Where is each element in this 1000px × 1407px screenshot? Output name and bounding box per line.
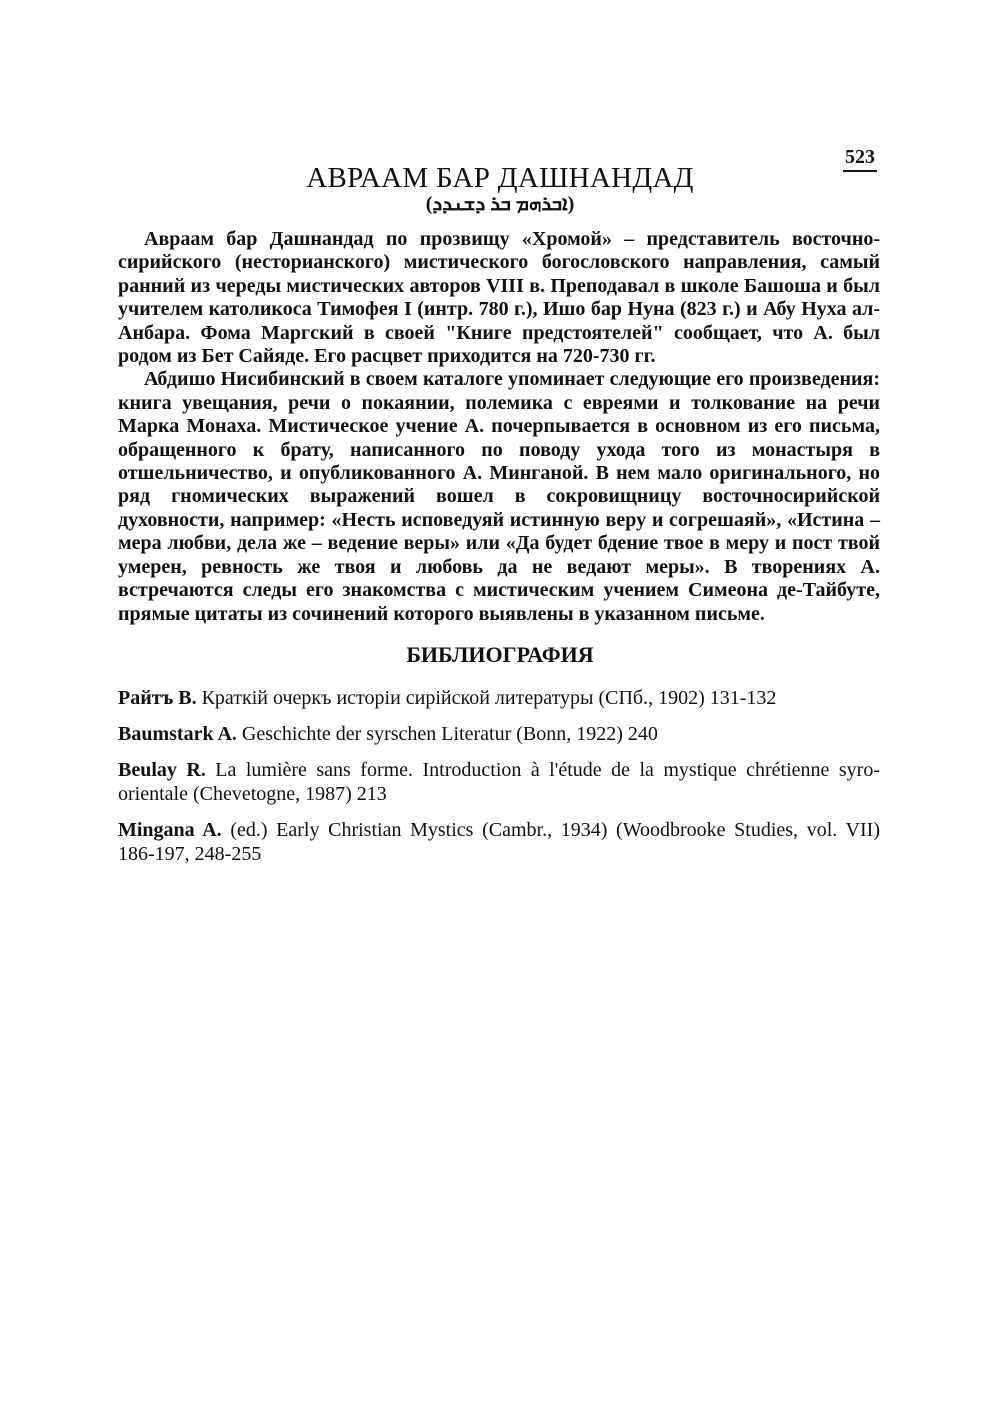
bibliography-entry: [118, 758, 880, 806]
paragraph-1: Авраам бар Дашнандад по прозвищу «Хромой» – представитель восточно-сирийского (несторианского) мистического богословского направления, самый ранний из череды мистических авторов VIII в. Преподавал в школе Башоша и был учителем католикоса Тимофея I (интр. 780 г.), Ишо бар Нуна (823 г.) и Абу Нуха ал-Анбара. Фома Маргский в своей "Книге предстоятелей" сообщает, что А. был родом из Бет Сайяде. Его расцвет приходится на 720-730 гг.: [118, 228, 880, 368]
entry-author: Baumstark A.: [118, 723, 237, 745]
entry-text: Geschichte der syrschen Literatur (Bonn, 1922) 240: [236, 723, 658, 745]
entry-text: (ed.) Early Christian Mystics (Cambr., 1934) (Woodbrooke Studies, vol. VII) 186-197, 248-255: [118, 819, 880, 865]
article-title: АВРААМ БАР ДАШНАНДАД: [306, 162, 694, 194]
syriac-name: (ܐܒܪܗܡ ܒܪ ܕܫܢܕܕ): [425, 193, 575, 215]
entry-author: Райтъ В.: [118, 687, 197, 709]
bibliography-entry: [118, 686, 880, 710]
entry-author: Beulay R.: [118, 759, 206, 781]
article-body: [118, 228, 880, 626]
page-number: 523: [843, 146, 877, 172]
bibliography-entry: [118, 818, 880, 866]
entry-text: La lumière sans forme. Introduction à l'étude de la mystique chrétienne syro-orientale (Chevetogne, 1987) 213: [118, 759, 880, 805]
bibliography-heading: БИБЛИОГРАФИЯ: [406, 642, 594, 667]
bibliography-entry: [118, 722, 880, 746]
entry-text: Краткій очеркъ исторіи сирійской литературы (СПб., 1902) 131-132: [196, 687, 777, 709]
bibliography-list: [118, 686, 880, 878]
entry-author: Mingana A.: [118, 819, 222, 841]
paragraph-2: Абдишо Нисибинский в своем каталоге упоминает следующие его произведения: книга увещания, речи о покаянии, полемика с евреями и толкование на речи Марка Монаха. Мистическое учение А. почерпывается в основном из его письма, обращенного к брату, написанного по поводу ухода того из монастыря в отшельничество, и опубликованного А. Минганой. В нем мало оригинального, но ряд гномических выражений вошел в сокровищницу восточносирийской духовности, например: «Несть исповедуяй истинную веру и согрешаяй», «Истина – мера любви, дела же – ведение веры» или «Да будет бдение твое в меру и пост твой умерен, ревность же твоя и любовь да не ведают меры». В творениях А. встречаются следы его знакомства с мистическим учением Симеона де-Тайбуте, прямые цитаты из сочинений которого выявлены в указанном письме.: [118, 368, 880, 625]
